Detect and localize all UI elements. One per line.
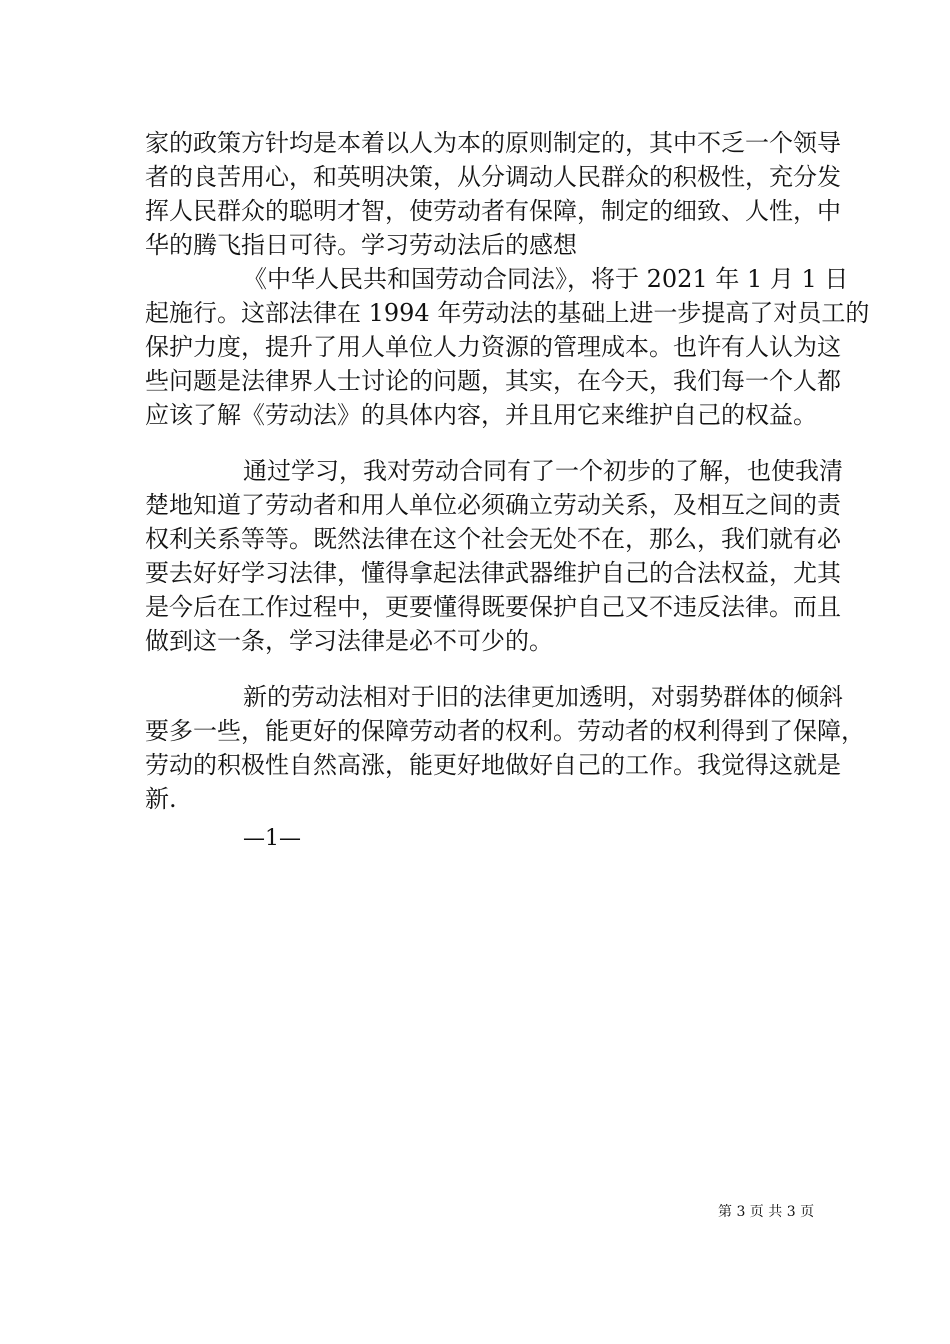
body-text-line: 者的良苦用心，和英明决策，从分调动人民群众的积极性，充分发: [145, 163, 841, 191]
body-text-line: 家的政策方针均是本着以人为本的原则制定的，其中不乏一个领导: [145, 129, 841, 157]
body-text-line: 楚地知道了劳动者和用人单位必须确立劳动关系，及相互之间的责: [145, 491, 841, 519]
body-text-line: 权利关系等等。既然法律在这个社会无处不在，那么，我们就有必: [145, 525, 841, 553]
body-text-line: 要多一些，能更好的保障劳动者的权利。劳动者的权利得到了保障，: [145, 717, 865, 745]
body-text-line: 要去好好学习法律，懂得拿起法律武器维护自己的合法权益，尤其: [145, 559, 841, 587]
body-text-line: 做到这一条，学习法律是必不可少的。: [145, 627, 553, 655]
body-text-line: 起施行。这部法律在 1994 年劳动法的基础上进一步提高了对员工的: [145, 299, 870, 327]
page-footer: 第 3 页 共 3 页: [718, 1204, 815, 1220]
paragraph-first-line: 《中华人民共和国劳动合同法》，将于 2021 年 1 月 1 日: [243, 265, 849, 293]
body-text-line: 劳动的积极性自然高涨，能更好地做好自己的工作。我觉得这就是: [145, 751, 841, 779]
paragraph-first-line: 新的劳动法相对于旧的法律更加透明，对弱势群体的倾斜: [243, 683, 843, 711]
body-text-line: 些问题是法律界人士讨论的问题，其实，在今天，我们每一个人都: [145, 367, 841, 395]
body-text-line: 挥人民群众的聪明才智，使劳动者有保障，制定的细致、人性，中: [145, 197, 841, 225]
page-number-mark: —1—: [243, 826, 301, 851]
body-text-line: 华的腾飞指日可待。学习劳动法后的感想: [145, 231, 577, 259]
body-text-line: 应该了解《劳动法》的具体内容，并且用它来维护自己的权益。: [145, 401, 817, 429]
body-text-line: 保护力度，提升了用人单位人力资源的管理成本。也许有人认为这: [145, 333, 841, 361]
paragraph-first-line: 通过学习，我对劳动合同有了一个初步的了解，也使我清: [243, 457, 843, 485]
body-text-line: 是今后在工作过程中，更要懂得既要保护自己又不违反法律。而且: [145, 593, 841, 621]
body-text-line: 新.: [145, 785, 177, 813]
